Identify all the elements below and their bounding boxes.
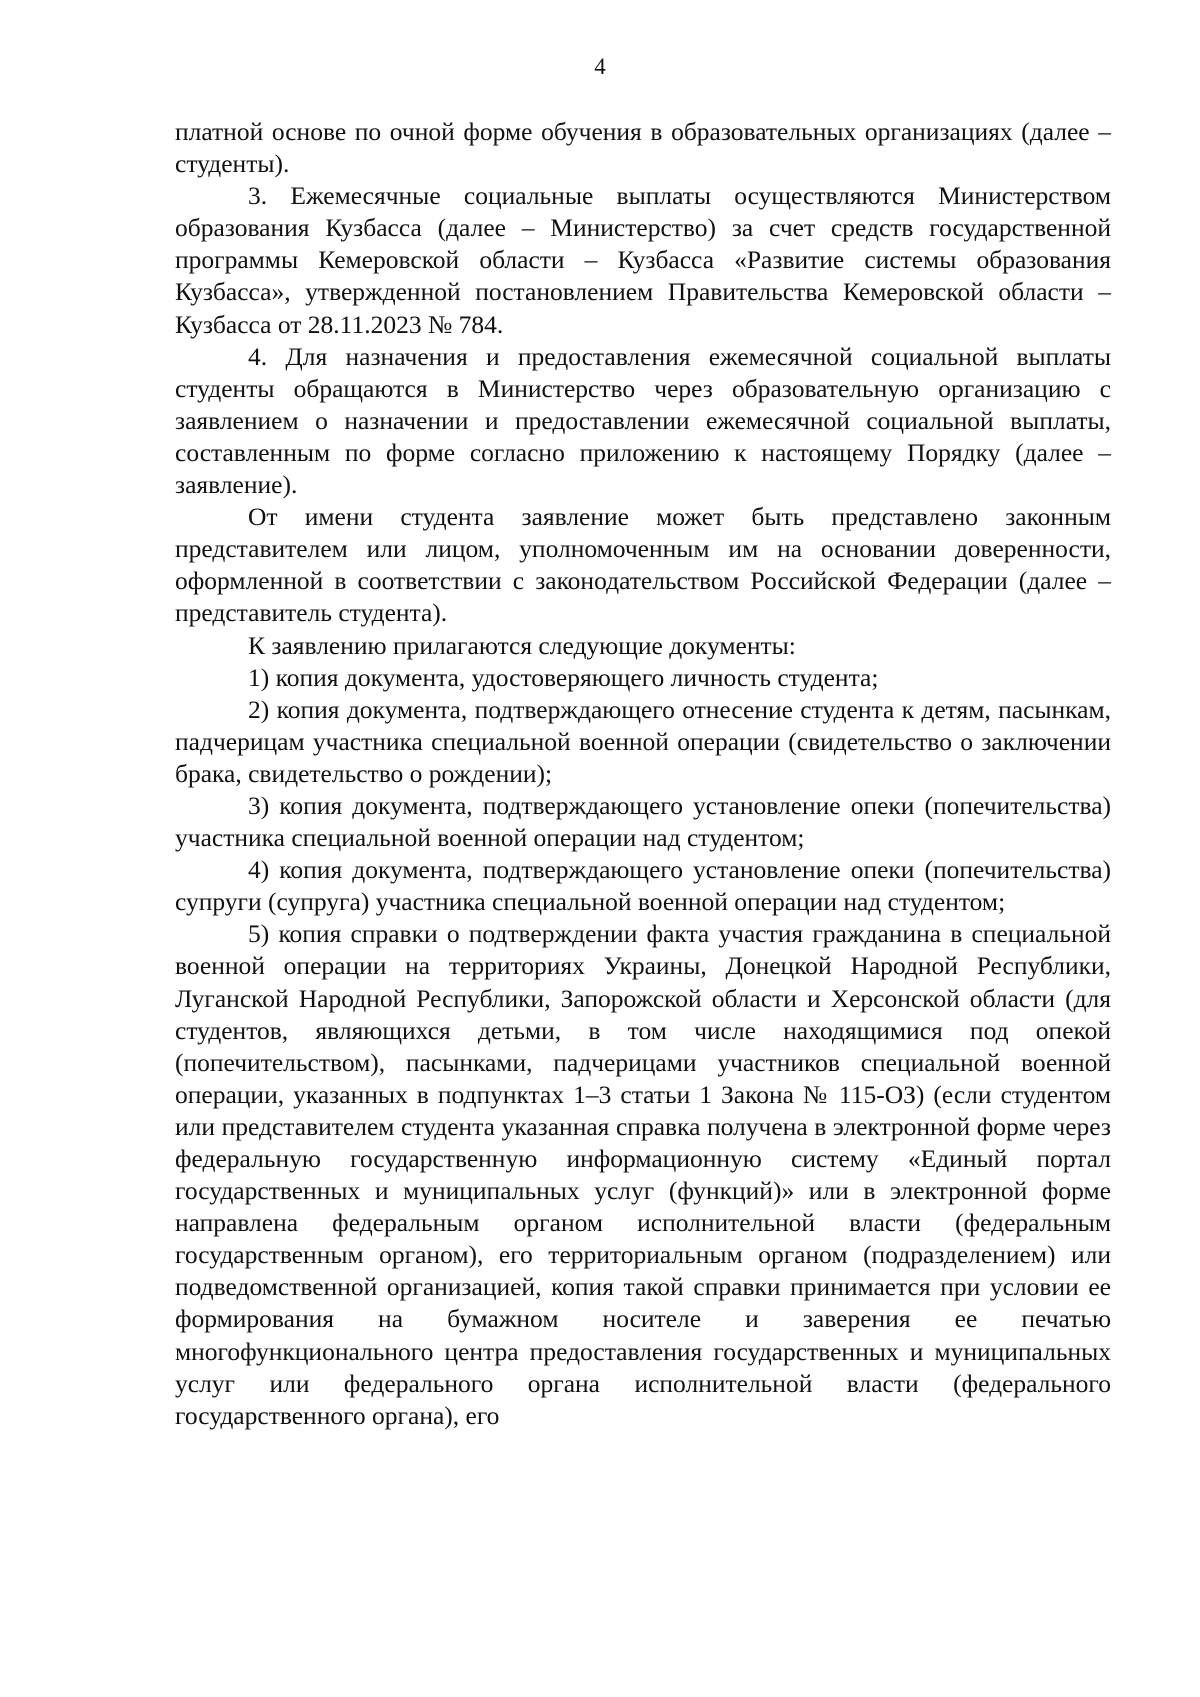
- page-number: 4: [594, 54, 606, 79]
- list-item-document-3: 3) копия документа, подтверждающего установление опеки (попечительства) участника специальной военной операции над студентом;: [175, 790, 1111, 853]
- list-item-document-1: 1) копия документа, удостоверяющего личность студента;: [248, 662, 879, 692]
- paragraph-documents-intro: К заявлению прилагаются следующие документы:: [248, 630, 796, 660]
- document-body: [175, 116, 1111, 1432]
- paragraph-item-4-application: 4. Для назначения и предоставления ежемесячной социальной выплаты студенты обращаются в Министерство через образовательную организацию с заявлением о назначении и предоставлении ежемесячной социальной выплаты, составленным по форме согласно приложению к настоящему Порядку (далее – заявление).: [175, 341, 1111, 500]
- paragraph-intro-continuation: платной основе по очной форме обучения в образовательных организациях (далее – студенты).: [175, 117, 1111, 179]
- list-item-document-2: 2) копия документа, подтверждающего отнесение студента к детям, пасынкам, падчерицам участника специальной военной операции (свидетельство о заключении брака, свидетельство о рождении);: [175, 694, 1111, 788]
- list-item-document-5: 5) копия справки о подтверждении факта участия гражданина в специальной военной операции на территориях Украины, Донецкой Народной Республики, Луганской Народной Республики, Запорожской области и Херсонской области (для студентов, являющихся детьми, в том числе находящимися под опекой (попечительством), пасынками, падчерицами участников специальной военной операции, указанных в подпунктах 1–3 статьи 1 Закона № 115-ОЗ) (если студентом или представителем студента указанная справка получена в электронной форме через федеральную государственную информационную систему «Единый портал государственных и муниципальных услуг (функций)» или в электронной форме направлена федеральным органом исполнительной власти (федеральным государственным органом), его территориальным органом (подразделением) или подведомственной организацией, копия такой справки принимается при условии ее формирования на бумажном носителе и заверения ее печатью многофункционального центра предоставления государственных и муниципальных услуг или федерального органа исполнительной власти (федерального государственного органа), его: [175, 919, 1111, 1430]
- paragraph-representative: От имени студента заявление может быть представлено законным представителем или лицом, уполномоченным им на основании доверенности, оформленной в соответствии с законодательством Российской Федерации (далее – представитель студента).: [175, 502, 1111, 628]
- paragraph-item-3-payments: 3. Ежемесячные социальные выплаты осуществляются Министерством образования Кузбасса (далее – Министерство) за счет средств государственной программы Кемеровской области – Кузбасса «Развитие системы образования Кузбасса», утвержденной постановлением Правительства Кемеровской области – Кузбасса от 28.11.2023 № 784.: [175, 181, 1111, 339]
- list-item-document-4: 4) копия документа, подтверждающего установление опеки (попечительства) супруги (супруга) участника специальной военной операции над студентом;: [175, 855, 1111, 917]
